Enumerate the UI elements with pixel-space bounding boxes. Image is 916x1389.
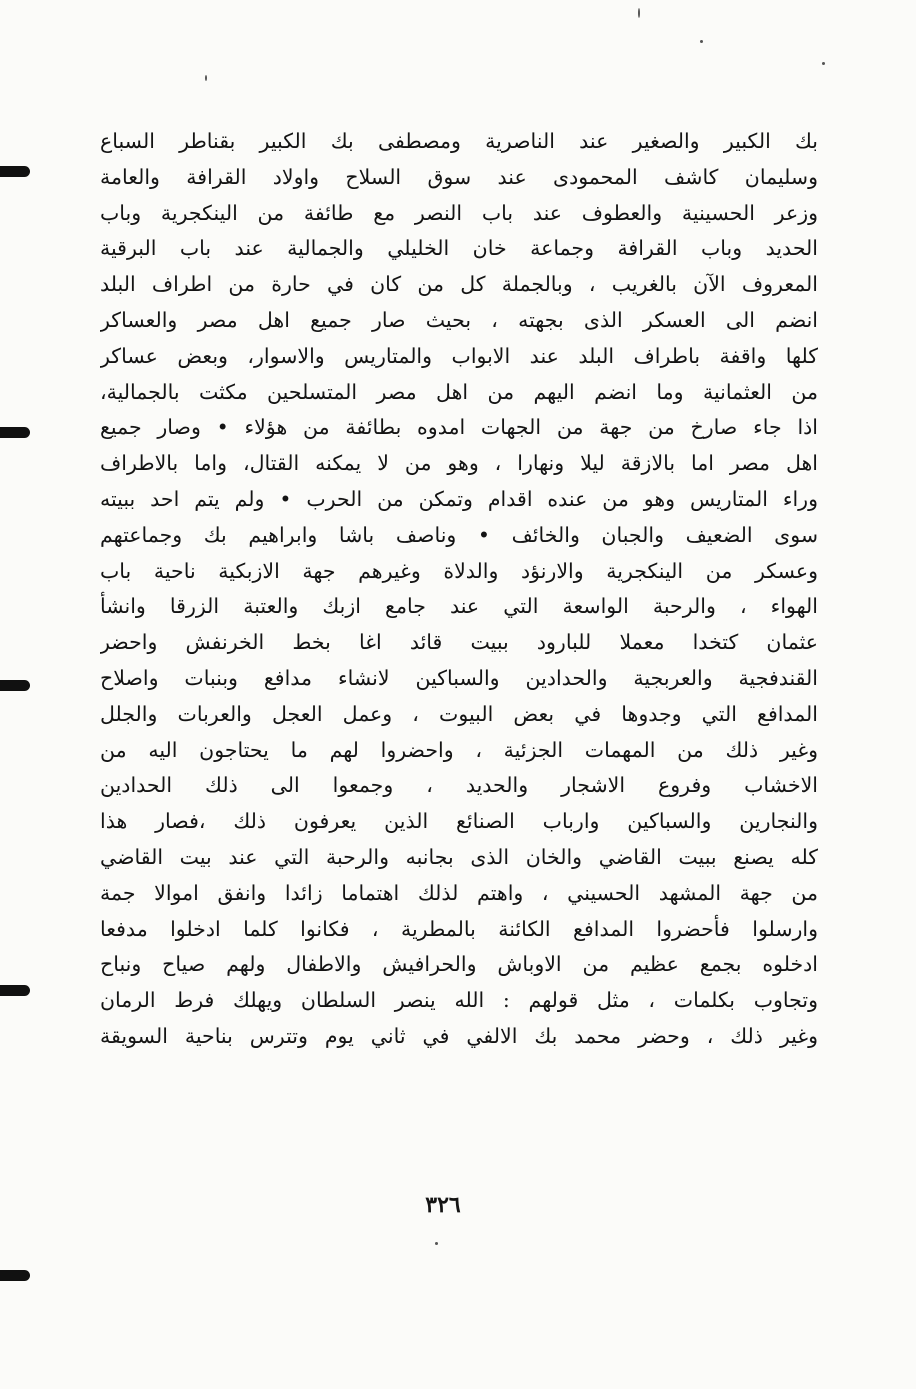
scan-speck	[700, 40, 703, 43]
binding-mark	[0, 985, 30, 996]
scan-speck	[822, 62, 825, 65]
text-line: كلها واقفة باطراف البلد عند الابواب والمتاريس والاسوار، وبعض عساكر	[100, 343, 818, 368]
text-line: المدافع التي وجدوها في بعض البيوت ، وعمل العجل والعربات والجلل	[100, 701, 818, 726]
text-line: ادخلوه بجمع عظيم من الاوباش والحرافيش والاطفال ولهم صياح ونباح	[100, 952, 818, 977]
text-line: من جهة المشهد الحسيني ، واهتم لذلك اهتماما زائدا وانفق اموالا جمة	[100, 880, 818, 905]
text-line: المعروف الآن بالغريب ، وبالجملة كل من كان في حارة من اطراف البلد	[100, 272, 818, 297]
text-line: القندفجية والعربجية والحدادين والسباكين لانشاء مدافع وبنبات واصلاح	[100, 665, 818, 690]
binding-mark	[0, 166, 30, 177]
binding-mark	[0, 1270, 30, 1281]
text-line: وارسلوا فأحضروا المدافع الكائنة بالمطرية ، فكانوا كلما ادخلوا مدفعا	[100, 916, 818, 941]
text-line: كله يصنع ببيت القاضي والخان الذى بجانبه والرحبة التي عند بيت القاضي	[100, 844, 818, 869]
text-line: اهل مصر اما بالازقة ليلا ونهارا ، وهو من لا يمكنه القتال، واما بالاطراف	[100, 451, 818, 476]
text-line: وزعر الحسينية والعطوف عند باب النصر مع طائفة من الينكجرية وباب	[100, 200, 818, 225]
text-line: من العثمانية وما انضم اليهم من اهل مصر المتسلحين مكثت بالجمالية،	[100, 379, 818, 404]
text-line: اذا جاء صارخ من جهة من الجهات امدوه بطائفة من هؤلاء • وصار جميع	[100, 415, 818, 440]
scan-speck	[205, 75, 207, 81]
text-line: وتجاوب بكلمات ، مثل قولهم : الله ينصر السلطان ويهلك فرط الرمان	[100, 988, 818, 1013]
binding-mark	[0, 680, 30, 691]
scan-speck	[638, 8, 640, 18]
text-line: وغير ذلك ، وحضر محمد بك الالفي في ثاني يوم وتترس بناحية السويقة	[100, 1023, 818, 1048]
body-text	[100, 124, 818, 1055]
text-line: وسليمان كاشف المحمودى عند سوق السلاح واولاد القرافة والعامة	[100, 164, 818, 189]
text-line: انضم الى العسكر الذى بجهته ، بحيث صار جميع اهل مصر والعساكر	[100, 307, 818, 332]
text-line: وعسكر من الينكجرية والارنؤد والدلاة وغيرهم جهة الازبكية ناحية باب	[100, 558, 818, 583]
binding-mark	[0, 427, 30, 438]
text-line: الهواء ، والرحبة الواسعة التي عند جامع ازبك والعتبة الزرقا وانشأ	[100, 594, 818, 619]
text-line: وراء المتاريس وهو من عنده اقدام وتمكن من الحرب • ولم يتم احد ببيته	[100, 486, 818, 511]
text-line: وغير ذلك من المهمات الجزئية ، واحضروا لهم ما يحتاجون اليه من	[100, 737, 818, 762]
text-line: الاخشاب وفروع الاشجار والحديد ، وجمعوا الى ذلك الحدادين	[100, 773, 818, 798]
text-line: بك الكبير والصغير عند الناصرية ومصطفى بك الكبير بقناطر السباع	[100, 129, 818, 153]
page-number: ٣٢٦	[425, 1192, 461, 1218]
text-line: سوى الضعيف والجبان والخائف • وناصف باشا وابراهيم بك وجماعتهم	[100, 522, 818, 547]
text-line: والنجارين والسباكين وارباب الصنائع الذين يعرفون ذلك ،فصار هذا	[100, 809, 818, 834]
scan-speck	[435, 1242, 438, 1245]
text-line: الحديد وباب القرافة وجماعة خان الخليلي والجمالية عند باب البرقية	[100, 236, 818, 261]
text-line: عثمان كتخدا معملا للبارود ببيت قائد اغا بخط الخرنفش واحضر	[100, 630, 818, 655]
